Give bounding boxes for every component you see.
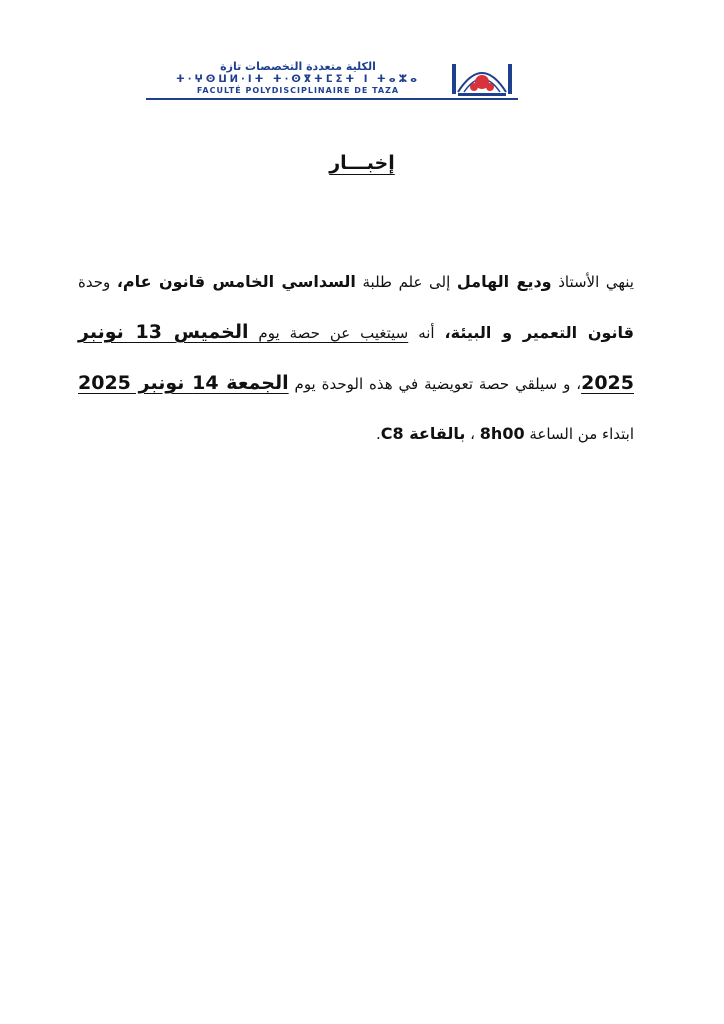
notice-text: ، و سيلقي حصة تعويضية في هذه الوحدة يوم [288, 375, 582, 393]
university-logo-icon [450, 60, 514, 98]
semester-name: السداسي الخامس قانون عام، [116, 272, 356, 291]
notice-text: ابتداء من الساعة [524, 425, 634, 443]
institution-name-french: FACULTÉ POLYDISCIPLINAIRE DE TAZA [196, 86, 400, 95]
institution-name-arabic: الكلية متعددة التخصصات تازة [220, 60, 376, 73]
notice-text: ينهي الأستاذ [551, 273, 634, 291]
institution-names [150, 60, 446, 96]
notice-text: وحدة [78, 273, 117, 291]
institution-name-tifinagh: ⵜ·ⵖⵙⵡⵍ·ⵏⵜ ⵜ·ⵙⴳⵜⵎⵉⵜ ⵏ ⵜⴰⵣⴰ [175, 74, 421, 85]
makeup-date: الجمعة 14 نونبر 2025 [78, 372, 289, 394]
session-time: 8h00 [479, 424, 525, 443]
absence-date: الخميس 13 نونبر 2025 [78, 321, 634, 394]
room-name: بالقاعة C8 [380, 424, 466, 443]
notice-text: ، [465, 425, 480, 443]
notice-text: . [376, 425, 381, 443]
page-title: إخبـــار [329, 152, 395, 174]
header-divider [146, 98, 518, 100]
notice-paragraph [78, 257, 634, 459]
notice-text: أنه [408, 324, 445, 342]
absence-phrase: سيتغيب عن حصة يوم [248, 324, 409, 342]
institution-header [146, 60, 518, 100]
module-name: قانون التعمير و البيئة، [444, 323, 635, 342]
professor-name: وديع الهامل [456, 272, 552, 291]
notice-text: إلى علم طلبة [355, 273, 457, 291]
